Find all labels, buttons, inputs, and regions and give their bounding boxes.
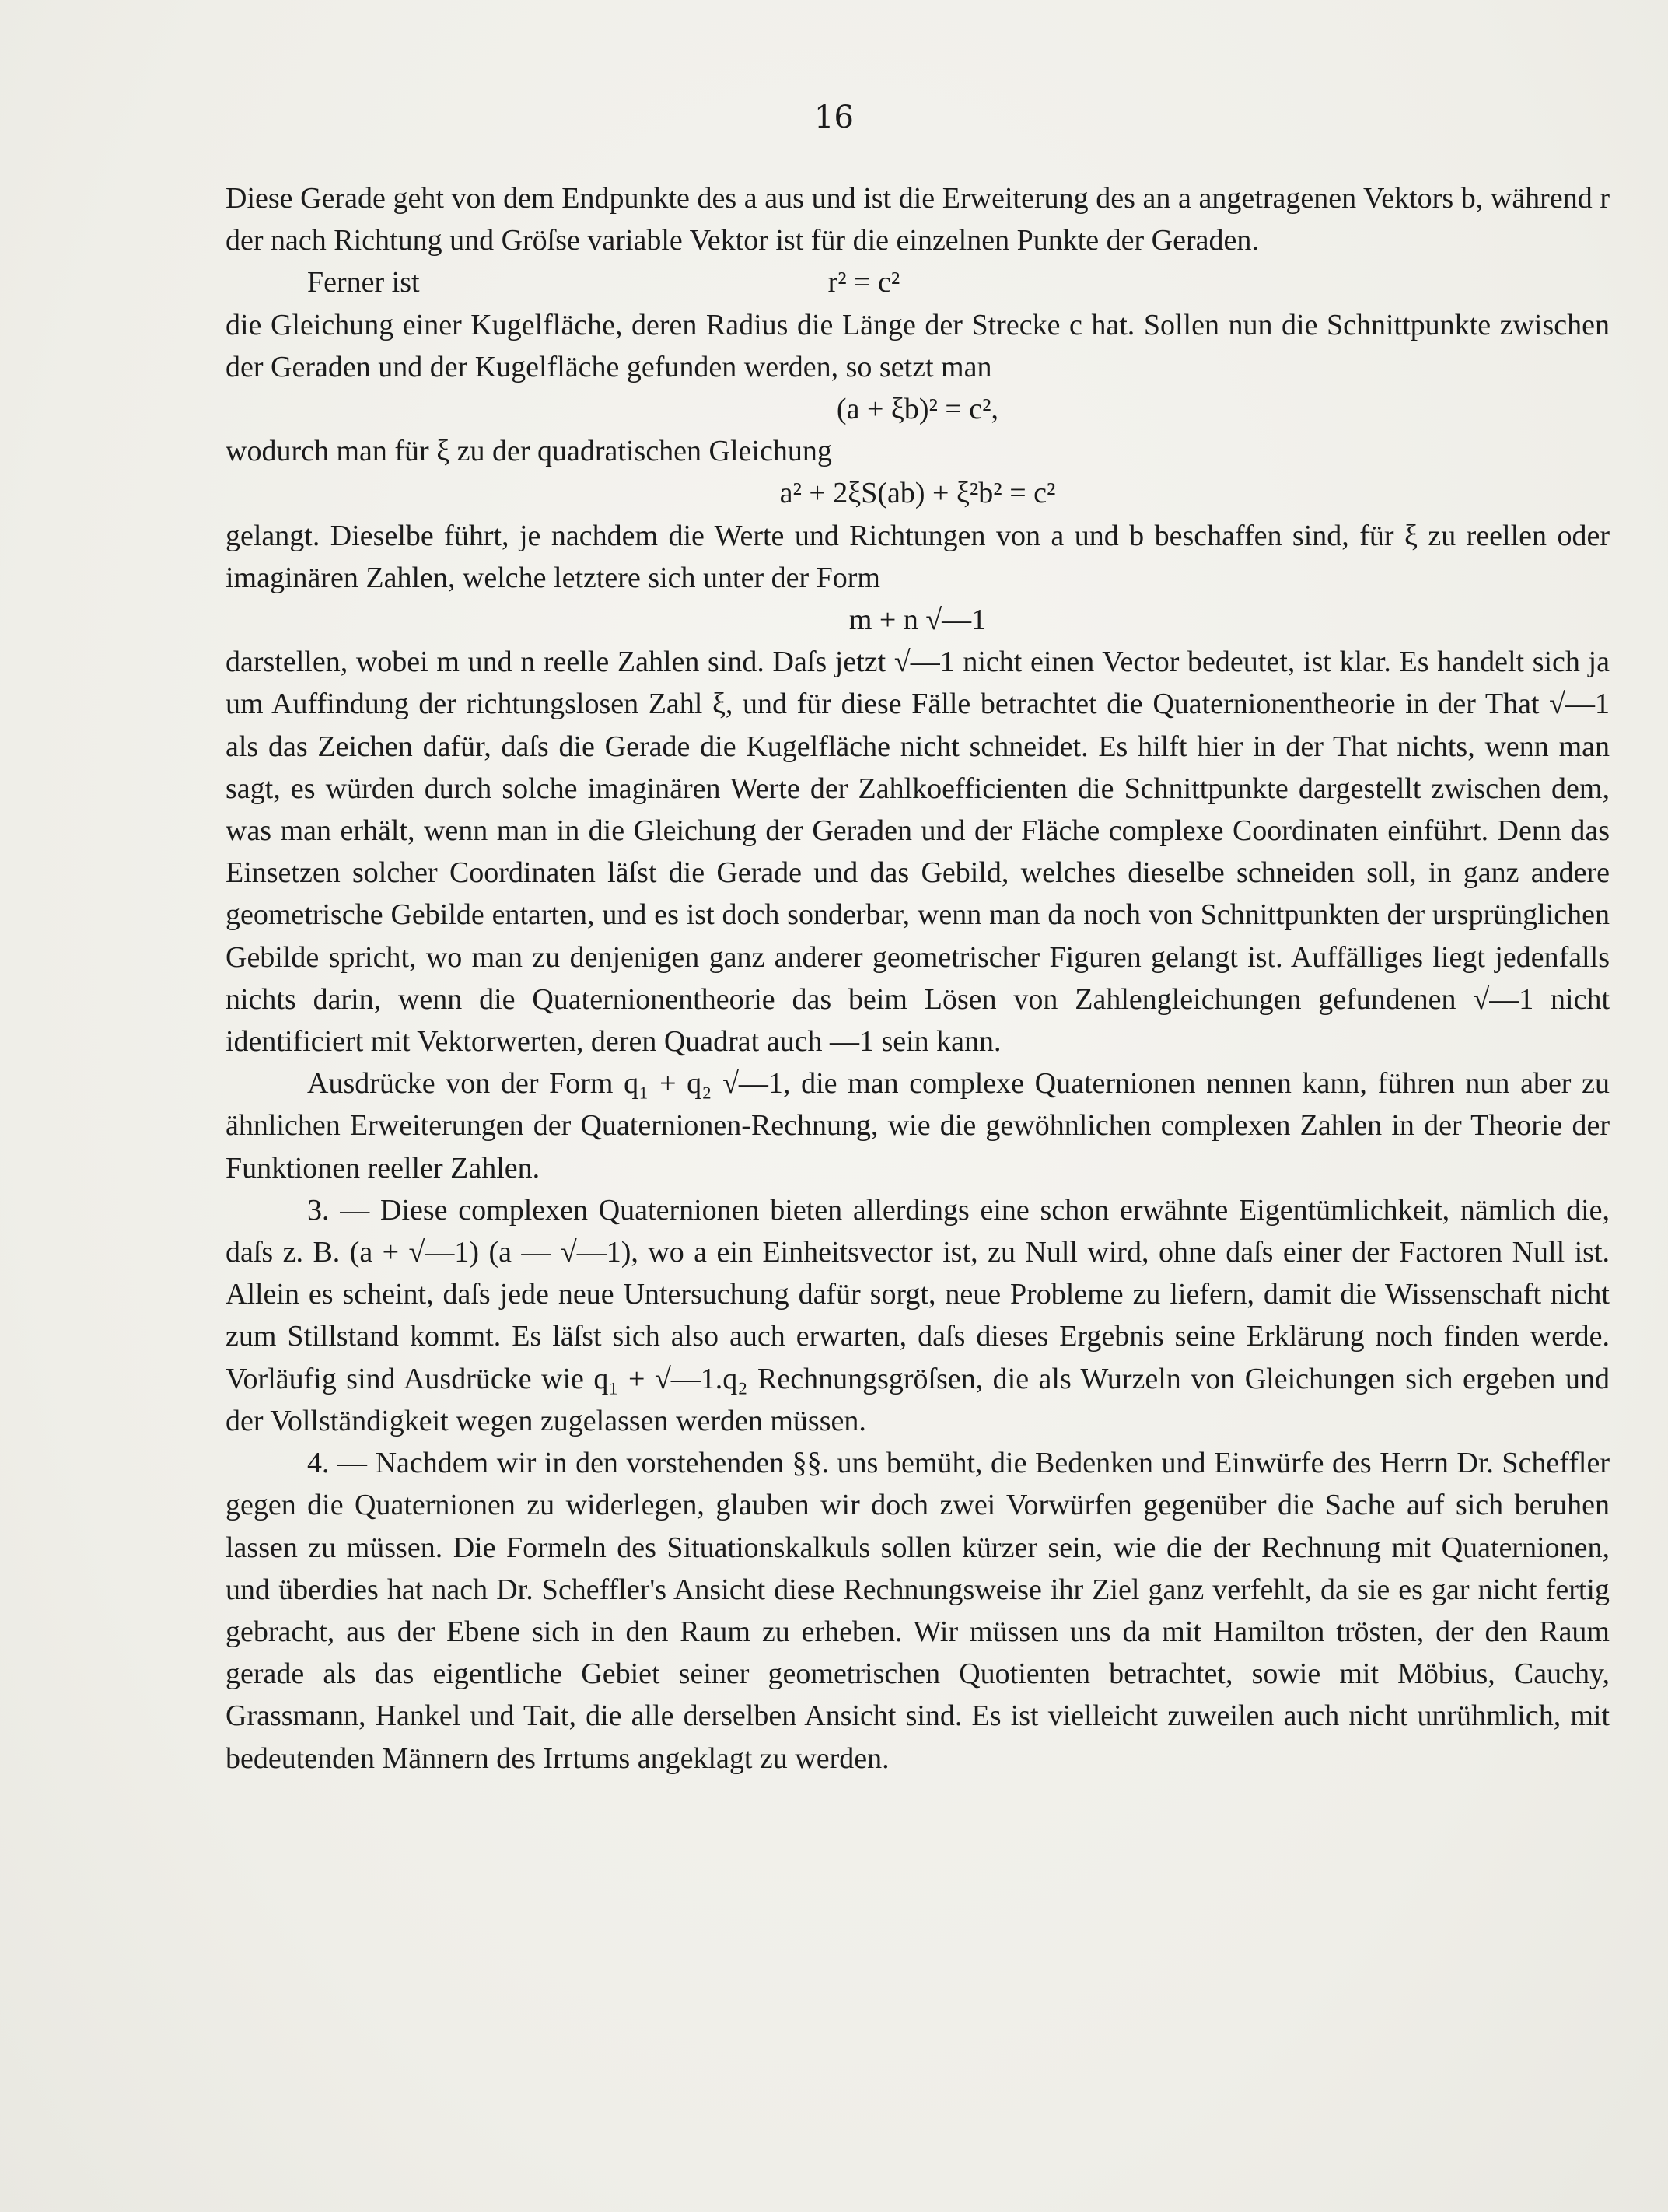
paragraph-6: Ausdrücke von der Form q₁ + q₂ √—1, die man complexe Quaternionen nennen kann, führen nun aber zu ähnlichen Erweiterungen der Quaternionen-Rechnung, wie die gewöhnlichen complexen Zahlen in der Theorie der Funktionen reeller Zahlen. [226,1067,1610,1185]
paragraph-1: Diese Gerade geht von dem Endpunkte des a aus und ist die Erweiterung des an a angetragenen Vektors b, während r der nach Richtung und Gröſse variable Vektor ist für die einzelnen Punkte der Geraden. [226,182,1610,257]
ferner-label: Ferner ist [307,266,420,299]
ferner-line [226,261,1610,303]
body-text [226,177,1610,1780]
formula-substitution: (a + ξb)² = c², [836,393,999,426]
paragraph-8: 4. — Nachdem wir in den vorstehenden §§. uns bemüht, die Bedenken und Einwürfe des Herrn Dr. Scheffler gegen die Quaternionen zu widerlegen, glauben wir doch zwei Vorwürfen gegenüber die Sache auf sich beruhen lassen zu müssen. Die Formeln des Situationskalkuls sollen kürzer sein, wie die der Rechnung mit Quaternionen, und überdies hat nach Dr. Scheffler's Ansicht diese Rechnungsweise ihr Ziel ganz verfehlt, da sie es gar nicht fertig gebracht, aus der Ebene sich in den Raum zu erheben. Wir müssen uns da mit Hamilton trösten, der den Raum gerade als das eigentliche Gebiet seiner geometrischen Quotienten betrachtet, sowie mit Möbius, Cauchy, Grassmann, Hankel und Tait, die alle derselben Ansicht sind. Es ist vielleicht zuweilen auch nicht unrühmlich, mit bedeutenden Männern des Irrtums angeklagt zu werden. [226,1447,1610,1775]
formula-sphere: r² = c² [827,266,900,299]
paragraph-3: wodurch man für ξ zu der quadratischen Gleichung [226,435,832,468]
formula-complex: m + n √—1 [848,604,987,637]
paragraph-2: die Gleichung einer Kugelfläche, deren Radius die Länge der Strecke c hat. Sollen nun die Schnittpunkte zwischen der Geraden und der Kugelfläche gefunden werden, so setzt man [226,308,1610,383]
paragraph-7: 3. — Diese complexen Quaternionen bieten allerdings eine schon erwähnte Eigentümlichkeit, nämlich die, daſs z. B. (a + √—1) (a — √—1), wo a ein Einheitsvector ist, zu Null wird, ohne daſs einer der Factoren Null ist. Allein es scheint, daſs jede neue Untersuchung dafür sorgt, neue Probleme zu liefern, damit die Wissenschaft nicht zum Stillstand kommt. Es läſst sich also auch erwarten, daſs dieses Ergebnis seine Erklärung noch finden werde. Vorläufig sind Ausdrücke wie q₁ + √—1.q₂ Rechnungsgröſsen, die als Wurzeln von Gleichungen sich ergeben und der Vollständigkeit wegen zugelassen werden müssen. [226,1193,1610,1437]
formula-quadratic: a² + 2ξS(ab) + ξ²b² = c² [779,477,1056,510]
paragraph-4: gelangt. Dieselbe führt, je nachdem die Werte und Richtungen von a und b beschaffen sind, für ξ zu reellen oder imaginären Zahlen, welche letztere sich unter der Form [226,519,1610,594]
page-number: 16 [814,100,854,135]
paragraph-5: darstellen, wobei m und n reelle Zahlen sind. Daſs jetzt √—1 nicht einen Vector bedeutet, ist klar. Es handelt sich ja um Auffindung der richtungslosen Zahl ξ, und für diese Fälle betrachtet die Quaternionentheorie in der That √—1 als das Zeichen dafür, daſs die Gerade die Kugelfläche nicht schneidet. Es hilft hier in der That nichts, wenn man sagt, es würden durch solche imaginären Werte der Zahlkoefficienten die Schnittpunkte dargestellt zwischen dem, was man erhält, wenn man in die Gleichung der Geraden und der Fläche complexe Coordinaten einführt. Denn das Einsetzen solcher Coordinaten läſst die Gerade und das Gebild, welches dieselbe schneiden soll, in ganz andere geometrische Gebilde entarten, und es ist doch sonderbar, wenn man da noch von Schnittpunkten der ursprünglichen Gebilde spricht, wo man zu denjenigen ganz anderer geometrischer Figuren gelangt ist. Auffälliges liegt jedenfalls nichts darin, wenn die Quaternionentheorie das beim Lösen von Zahlengleichungen gefundenen √—1 nicht identificiert mit Vektorwerten, deren Quadrat auch —1 sein kann. [226,646,1610,1059]
